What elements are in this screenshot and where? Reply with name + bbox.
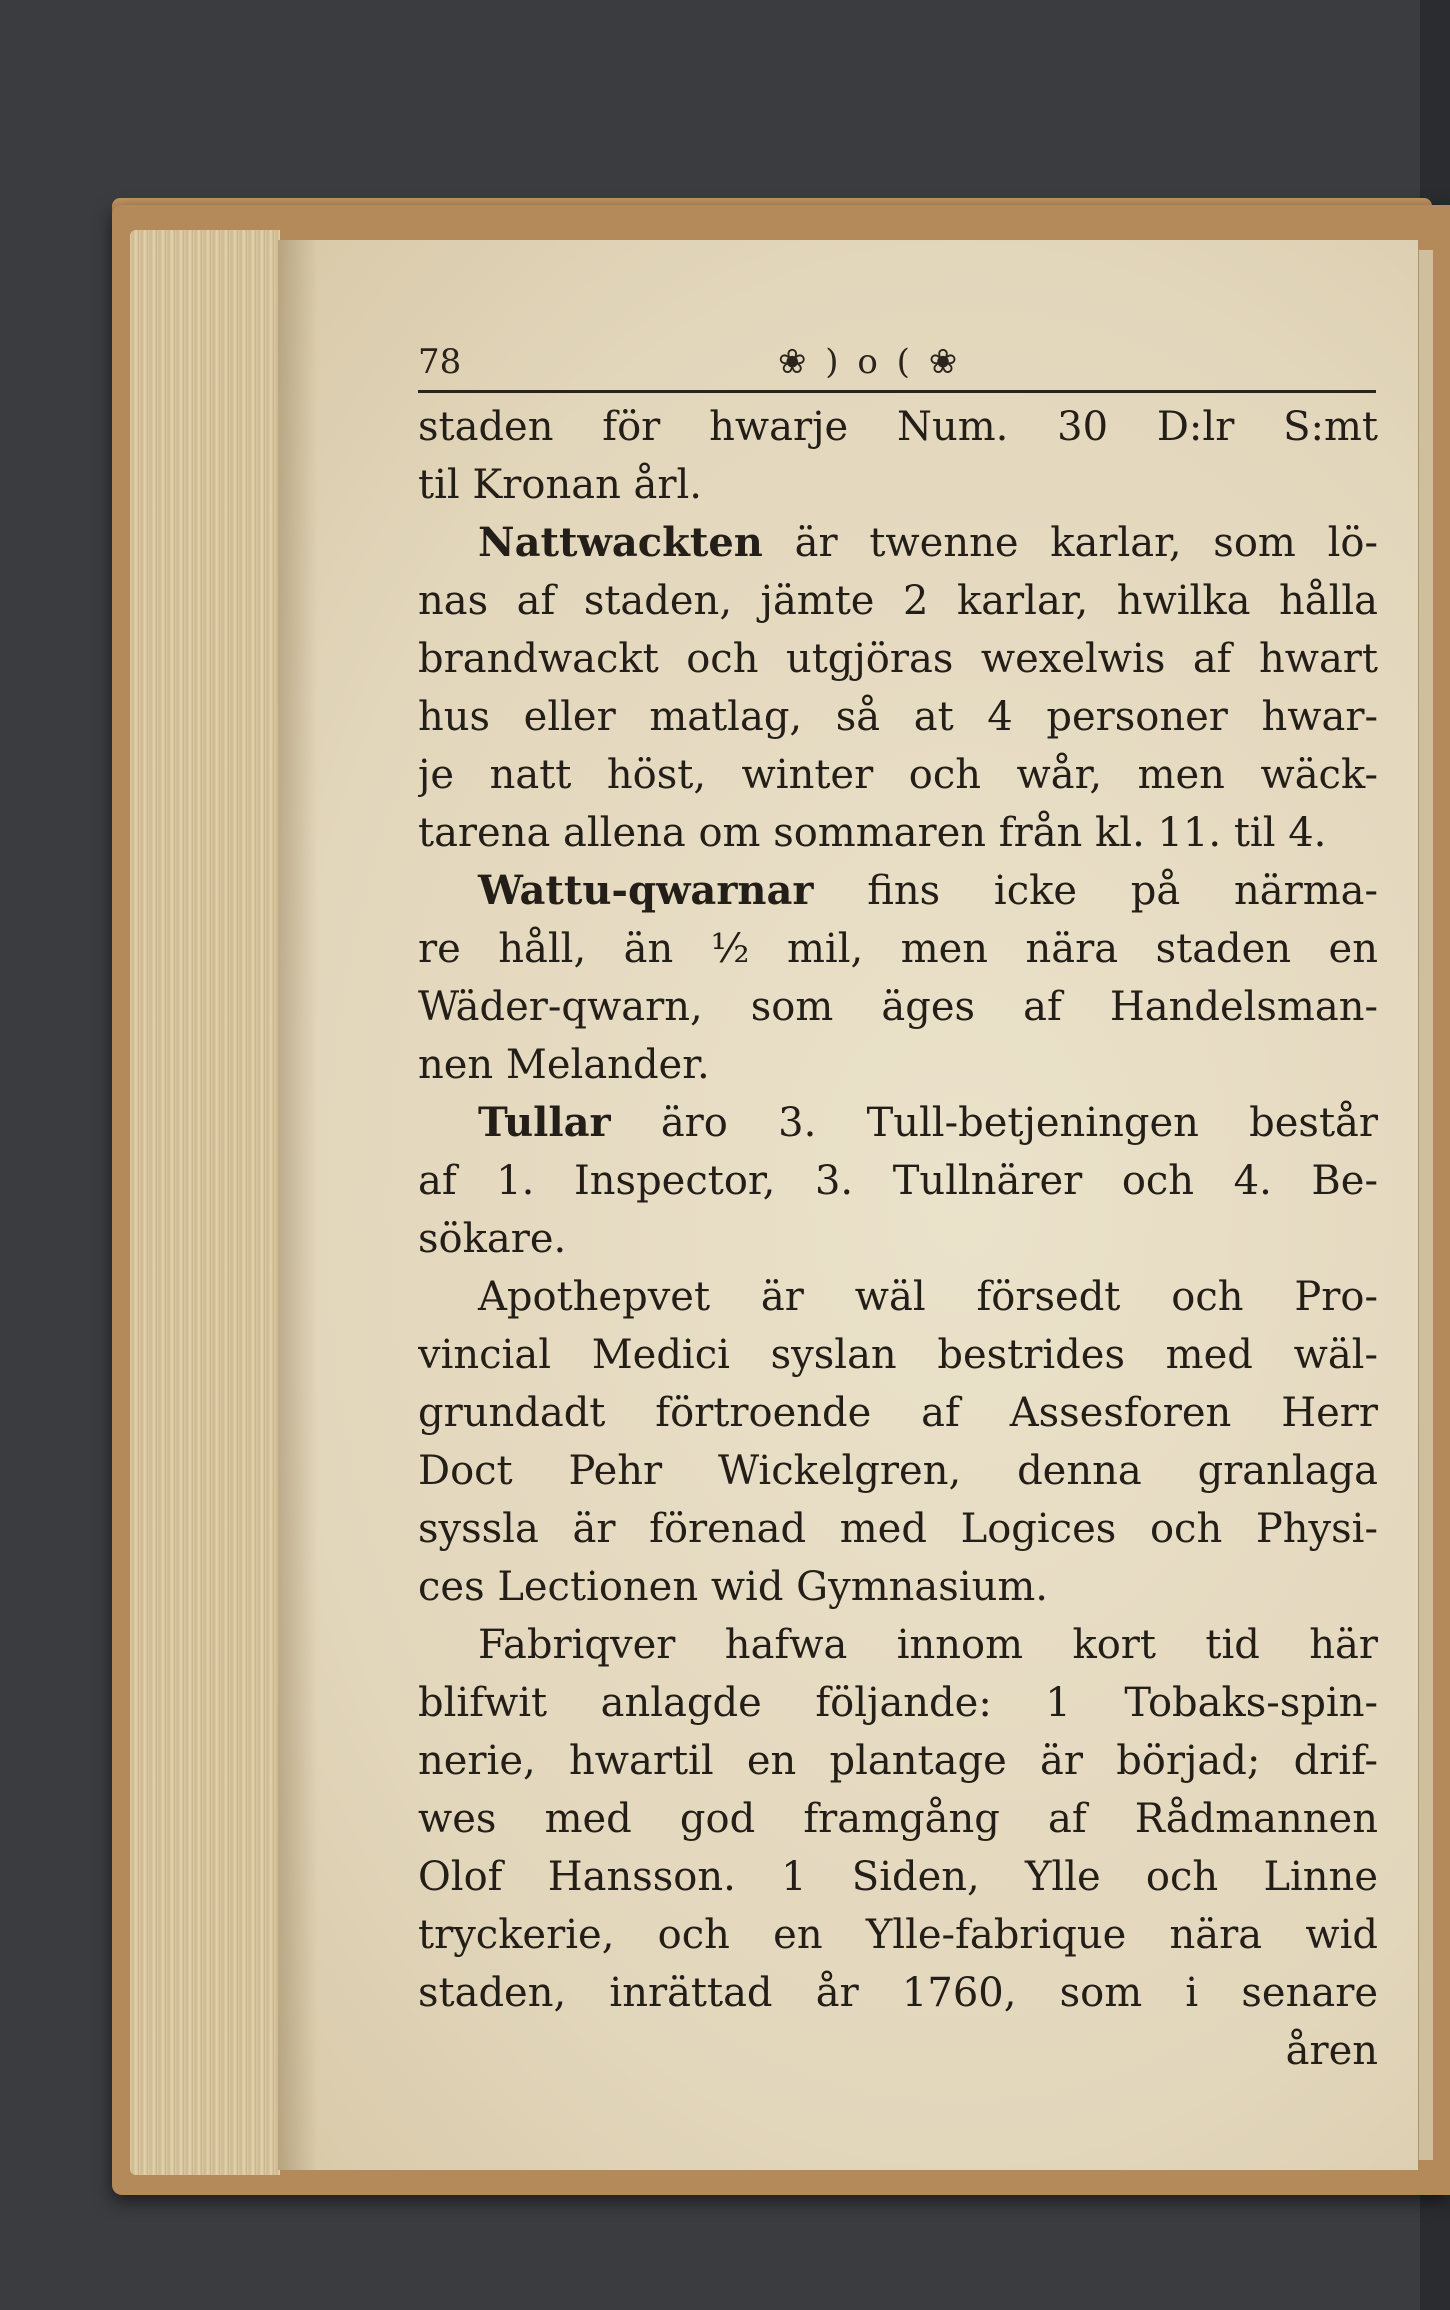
page-number: 78	[418, 342, 462, 382]
text-line	[418, 1036, 1378, 1094]
text-line-content: af 1. Inspector, 3. Tullnärer och 4. Be-	[418, 1158, 1378, 1204]
page-edges	[130, 230, 280, 2175]
text-line-content: åren	[1285, 2028, 1378, 2074]
text-line-content: nerie, hwartil en plantage är börjad; drif-	[418, 1738, 1378, 1784]
text-line-content: Olof Hansson. 1 Siden, Ylle och Linne	[418, 1854, 1378, 1900]
text-line	[418, 920, 1378, 978]
text-line	[418, 2022, 1378, 2080]
text-line	[418, 978, 1378, 1036]
text-line	[418, 1906, 1378, 1964]
text-line-content: re håll, än ½ mil, men nära staden en	[418, 926, 1378, 972]
text-line	[418, 1790, 1378, 1848]
text-line	[418, 688, 1378, 746]
text-line	[418, 1964, 1378, 2022]
text-line-content: grundadt förtroende af Assesforen Herr	[418, 1390, 1378, 1436]
text-line	[418, 1558, 1378, 1616]
text-line-content: syssla är förenad med Logices och Physi-	[418, 1506, 1378, 1552]
text-line	[418, 1674, 1378, 1732]
text-line	[418, 1152, 1378, 1210]
section-lead-word: Tullar	[478, 1099, 611, 1146]
text-line-content: äro 3. Tull-betjeningen består	[610, 1100, 1378, 1146]
text-line	[418, 1732, 1378, 1790]
text-line	[418, 1210, 1378, 1268]
text-line	[418, 746, 1378, 804]
text-line-content: wes med god framgång af Rådmannen	[418, 1796, 1378, 1842]
text-line-content: til Kronan årl.	[418, 462, 703, 508]
text-line-content: blifwit anlagde följande: 1 Tobaks-spin-	[418, 1680, 1378, 1726]
text-line	[418, 862, 1378, 920]
text-line-content: Wäder-qwarn, som äges af Handelsman-	[418, 984, 1378, 1030]
text-line-content: tryckerie, och en Ylle-fabrique nära wid	[418, 1912, 1378, 1958]
section-lead-word: Nattwackten	[478, 519, 763, 566]
text-line	[418, 1616, 1378, 1674]
text-line-content: tarena allena om sommaren från kl. 11. til 4.	[418, 810, 1327, 856]
text-line	[418, 514, 1378, 572]
text-line-content: Apothepvet är wäl försedt och Pro-	[478, 1274, 1378, 1320]
text-line	[418, 630, 1378, 688]
text-line	[418, 1326, 1378, 1384]
text-line-content: sökare.	[418, 1216, 567, 1262]
text-line-content: Doct Pehr Wickelgren, denna granlaga	[418, 1448, 1378, 1494]
text-line-content: fins icke på närma-	[813, 868, 1378, 914]
text-line-content: hus eller matlag, så at 4 personer hwar-	[418, 694, 1378, 740]
text-line-content: Fabriqver hafwa innom kort tid här	[478, 1622, 1378, 1668]
page-right-edge	[1418, 250, 1433, 2160]
text-line	[418, 456, 1378, 514]
text-line-content: staden, inrättad år 1760, som i senare	[418, 1970, 1378, 2016]
text-line	[418, 1442, 1378, 1500]
text-line-content: ces Lectionen wid Gymnasium.	[418, 1564, 1048, 1610]
text-line	[418, 1848, 1378, 1906]
text-line	[418, 1268, 1378, 1326]
text-line	[418, 1384, 1378, 1442]
header-ornament: ❀ ) o ( ❀	[778, 342, 962, 382]
page-text	[418, 398, 1378, 2080]
text-line-content: vincial Medici syslan bestrides med wäl-	[418, 1332, 1378, 1378]
text-line-content: nas af staden, jämte 2 karlar, hwilka hålla	[418, 578, 1378, 624]
spine-shadow	[278, 240, 318, 2170]
text-line	[418, 572, 1378, 630]
text-line-content: staden för hwarje Num. 30 D:lr S:mt	[418, 404, 1378, 450]
section-lead-word: Wattu-qwarnar	[478, 867, 814, 914]
text-line	[418, 398, 1378, 456]
text-line-content: je natt höst, winter och wår, men wäck-	[418, 752, 1378, 798]
text-line-content: brandwackt och utgjöras wexelwis af hwart	[418, 636, 1378, 682]
text-line	[418, 804, 1378, 862]
text-line	[418, 1500, 1378, 1558]
text-line-content: nen Melander.	[418, 1042, 710, 1088]
page-header	[418, 338, 1376, 393]
text-line-content: är twenne karlar, som lö-	[762, 520, 1378, 566]
text-line	[418, 1094, 1378, 1152]
